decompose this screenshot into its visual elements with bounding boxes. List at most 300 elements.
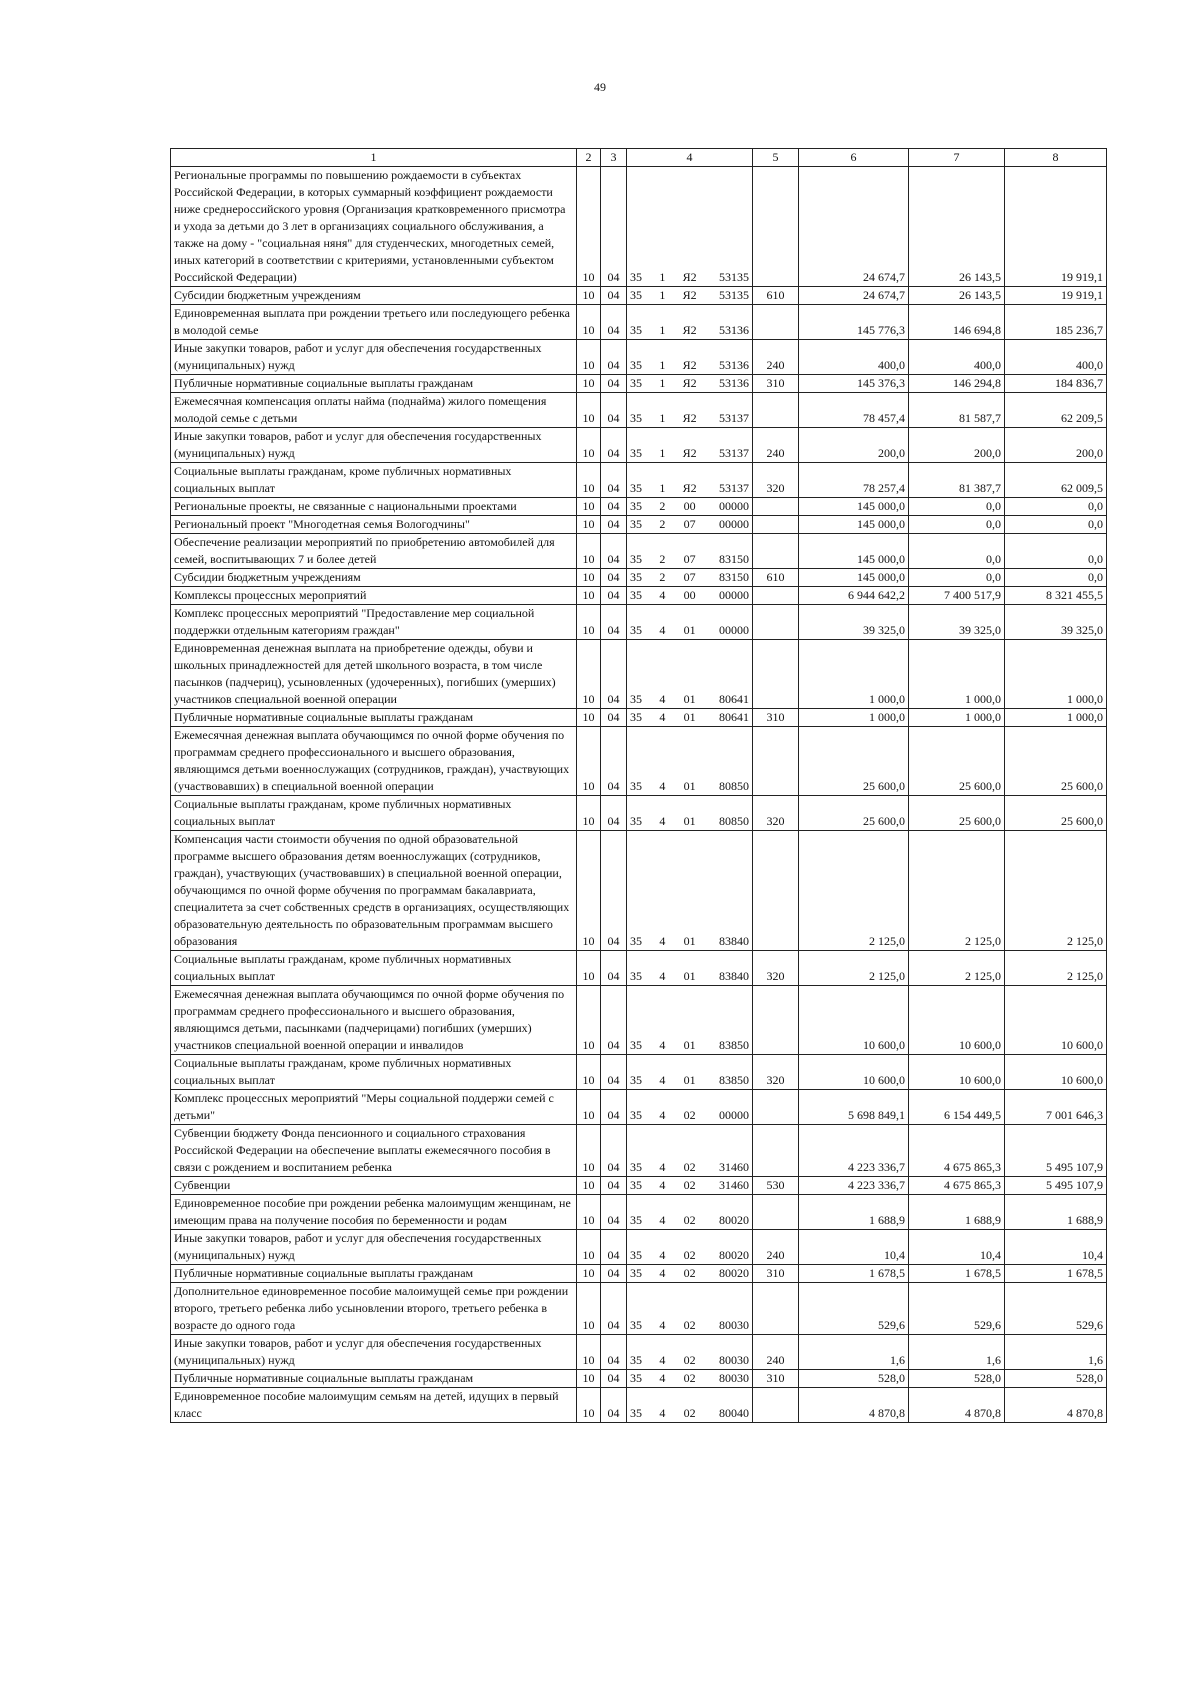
section-code-cell: 10: [577, 305, 601, 340]
section-code-cell: 10: [577, 498, 601, 516]
target-article-element: 02: [683, 1371, 696, 1385]
amount-year2-cell: 1 000,0: [909, 709, 1005, 727]
target-article-cell: [627, 167, 753, 287]
amount-year3-cell: 10 600,0: [1005, 1055, 1107, 1090]
amount-year3-cell: 25 600,0: [1005, 727, 1107, 796]
target-article-program: 35: [630, 411, 642, 425]
target-article-cell: [627, 1090, 753, 1125]
amount-year2-cell: 4 870,8: [909, 1388, 1005, 1423]
target-article-direction: 83840: [718, 934, 749, 948]
target-article-parts: [630, 1159, 749, 1176]
amount-year2-cell: 10 600,0: [909, 986, 1005, 1055]
target-article-element: 02: [683, 1178, 696, 1192]
amount-year1-cell: 1 000,0: [799, 640, 909, 709]
target-article-cell: [627, 605, 753, 640]
section-code-cell: 10: [577, 1335, 601, 1370]
amount-year2-cell: 7 400 517,9: [909, 587, 1005, 605]
table-row: [171, 1283, 1107, 1335]
target-article-type: 1: [659, 323, 666, 337]
target-article-parts: [630, 1247, 749, 1264]
section-code-cell: 10: [577, 375, 601, 393]
target-article-direction: 80030: [718, 1371, 749, 1385]
amount-year3-cell: 0,0: [1005, 569, 1107, 587]
target-article-direction: 53137: [718, 446, 749, 460]
row-name-cell: Ежемесячная компенсация оплаты найма (поднайма) жилого помещения молодой семье с детьми: [171, 393, 577, 428]
amount-year1-cell: 5 698 849,1: [799, 1090, 909, 1125]
subsection-code-cell: 04: [601, 167, 627, 287]
amount-year3-cell: 19 919,1: [1005, 167, 1107, 287]
row-name-cell: Комплексы процессных мероприятий: [171, 587, 577, 605]
target-article-parts: [630, 357, 749, 374]
target-article-parts: [630, 1212, 749, 1229]
table-row: [171, 640, 1107, 709]
header-row: [171, 149, 1107, 167]
target-article-type: 2: [659, 570, 666, 584]
section-code-cell: 10: [577, 831, 601, 951]
target-article-parts: [630, 322, 749, 339]
target-article-parts: [630, 968, 749, 985]
amount-year1-cell: 10,4: [799, 1230, 909, 1265]
target-article-program: 35: [630, 570, 642, 584]
amount-year1-cell: 200,0: [799, 428, 909, 463]
target-article-cell: [627, 428, 753, 463]
section-code-cell: 10: [577, 1125, 601, 1177]
target-article-cell: [627, 498, 753, 516]
amount-year2-cell: 10 600,0: [909, 1055, 1005, 1090]
expense-type-cell: [753, 1388, 799, 1423]
target-article-parts: [630, 691, 749, 708]
target-article-element: Я2: [682, 288, 697, 302]
subsection-code-cell: 04: [601, 727, 627, 796]
section-code-cell: 10: [577, 340, 601, 375]
amount-year1-cell: 4 223 336,7: [799, 1125, 909, 1177]
target-article-direction: 00000: [718, 499, 749, 513]
target-article-type: 4: [659, 1073, 666, 1087]
amount-year1-cell: 145 776,3: [799, 305, 909, 340]
target-article-cell: [627, 340, 753, 375]
section-code-cell: 10: [577, 1177, 601, 1195]
target-article-direction: 53135: [718, 270, 749, 284]
table-row: [171, 340, 1107, 375]
target-article-direction: 00000: [718, 517, 749, 531]
target-article-cell: [627, 831, 753, 951]
row-name-cell: Публичные нормативные социальные выплаты гражданам: [171, 1265, 577, 1283]
row-name-cell: Иные закупки товаров, работ и услуг для обеспечения государственных (муниципальных) нужд: [171, 1335, 577, 1370]
table-row: [171, 1195, 1107, 1230]
target-article-program: 35: [630, 517, 642, 531]
expense-type-cell: [753, 1090, 799, 1125]
table-row: [171, 587, 1107, 605]
target-article-element: 01: [683, 692, 696, 706]
amount-year2-cell: 528,0: [909, 1370, 1005, 1388]
subsection-code-cell: 04: [601, 569, 627, 587]
amount-year2-cell: 26 143,5: [909, 287, 1005, 305]
table-row: [171, 569, 1107, 587]
section-code-cell: 10: [577, 1265, 601, 1283]
target-article-cell: [627, 1370, 753, 1388]
amount-year2-cell: 1 000,0: [909, 640, 1005, 709]
amount-year2-cell: 1,6: [909, 1335, 1005, 1370]
target-article-element: Я2: [682, 481, 697, 495]
expense-type-cell: [753, 393, 799, 428]
header-cell-7: 7: [909, 149, 1005, 167]
target-article-parts: [630, 375, 749, 392]
row-name-cell: Единовременное пособие малоимущим семьям на детей, идущих в первый класс: [171, 1388, 577, 1423]
target-article-direction: 83150: [718, 552, 749, 566]
expense-type-cell: [753, 605, 799, 640]
row-name-cell: Ежемесячная денежная выплата обучающимся по очной форме обучения по программам среднего профессионального и высшего образования, являющимся детьми военнослужащих (сотрудников, граждан), участвующих (участвовавших) в специальной военной операции: [171, 727, 577, 796]
row-name-cell: Социальные выплаты гражданам, кроме публичных нормативных социальных выплат: [171, 951, 577, 986]
expense-type-cell: 320: [753, 463, 799, 498]
target-article-direction: 31460: [718, 1160, 749, 1174]
target-article-program: 35: [630, 323, 642, 337]
target-article-cell: [627, 375, 753, 393]
row-name-cell: Иные закупки товаров, работ и услуг для обеспечения государственных (муниципальных) нужд: [171, 340, 577, 375]
target-article-type: 4: [659, 1266, 666, 1280]
target-article-type: 2: [659, 517, 666, 531]
amount-year3-cell: 1 678,5: [1005, 1265, 1107, 1283]
target-article-parts: [630, 1107, 749, 1124]
target-article-program: 35: [630, 1038, 642, 1052]
amount-year2-cell: 6 154 449,5: [909, 1090, 1005, 1125]
target-article-type: 4: [659, 588, 666, 602]
target-article-direction: 83150: [718, 570, 749, 584]
target-article-type: 4: [659, 1371, 666, 1385]
target-article-element: 01: [683, 623, 696, 637]
target-article-parts: [630, 1317, 749, 1334]
target-article-type: 4: [659, 1108, 666, 1122]
amount-year2-cell: 25 600,0: [909, 727, 1005, 796]
target-article-direction: 53137: [718, 411, 749, 425]
amount-year1-cell: 25 600,0: [799, 727, 909, 796]
target-article-type: 4: [659, 969, 666, 983]
target-article-cell: [627, 1265, 753, 1283]
target-article-element: Я2: [682, 411, 697, 425]
section-code-cell: 10: [577, 709, 601, 727]
row-name-cell: Иные закупки товаров, работ и услуг для обеспечения государственных (муниципальных) нужд: [171, 1230, 577, 1265]
target-article-cell: [627, 587, 753, 605]
target-article-program: 35: [630, 481, 642, 495]
amount-year3-cell: 185 236,7: [1005, 305, 1107, 340]
table-row: [171, 1388, 1107, 1423]
row-name-cell: Единовременная денежная выплата на приобретение одежды, обуви и школьных принадлежностей для детей школьного возраста, в том числе пасынков (падчериц), усыновленных (удочеренных), погибших (умерших) участников специальной военной операции: [171, 640, 577, 709]
amount-year3-cell: 39 325,0: [1005, 605, 1107, 640]
table-row: [171, 1230, 1107, 1265]
row-name-cell: Единовременное пособие при рождении ребенка малоимущим женщинам, не имеющим права на получение пособия по беременности и родам: [171, 1195, 577, 1230]
subsection-code-cell: 04: [601, 1230, 627, 1265]
row-name-cell: Публичные нормативные социальные выплаты гражданам: [171, 375, 577, 393]
target-article-cell: [627, 1230, 753, 1265]
expense-type-cell: 310: [753, 375, 799, 393]
table-row: [171, 167, 1107, 287]
target-article-cell: [627, 640, 753, 709]
target-article-cell: [627, 1125, 753, 1177]
amount-year3-cell: 1 000,0: [1005, 709, 1107, 727]
target-article-program: 35: [630, 446, 642, 460]
subsection-code-cell: 04: [601, 1090, 627, 1125]
section-code-cell: 10: [577, 605, 601, 640]
amount-year1-cell: 2 125,0: [799, 831, 909, 951]
expense-type-cell: 530: [753, 1177, 799, 1195]
amount-year2-cell: 0,0: [909, 534, 1005, 569]
target-article-element: 02: [683, 1213, 696, 1227]
row-name-cell: Социальные выплаты гражданам, кроме публичных нормативных социальных выплат: [171, 796, 577, 831]
header-cell-4: 4: [627, 149, 753, 167]
target-article-cell: [627, 393, 753, 428]
target-article-element: 01: [683, 814, 696, 828]
amount-year1-cell: 145 376,3: [799, 375, 909, 393]
budget-table: [170, 148, 1107, 1423]
amount-year1-cell: 1 678,5: [799, 1265, 909, 1283]
target-article-parts: [630, 1177, 749, 1194]
subsection-code-cell: 04: [601, 393, 627, 428]
target-article-direction: 80040: [718, 1406, 749, 1420]
table-row: [171, 463, 1107, 498]
target-article-element: 02: [683, 1406, 696, 1420]
target-article-type: 4: [659, 1353, 666, 1367]
target-article-program: 35: [630, 1160, 642, 1174]
amount-year1-cell: 2 125,0: [799, 951, 909, 986]
expense-type-cell: 320: [753, 796, 799, 831]
expense-type-cell: [753, 534, 799, 569]
subsection-code-cell: 04: [601, 1283, 627, 1335]
row-name-cell: Субвенции бюджету Фонда пенсионного и социального страхования Российской Федерации на обеспечение выплаты ежемесячного пособия в связи с рождением и воспитанием ребенка: [171, 1125, 577, 1177]
target-article-element: Я2: [682, 358, 697, 372]
amount-year2-cell: 400,0: [909, 340, 1005, 375]
target-article-parts: [630, 1072, 749, 1089]
target-article-type: 4: [659, 814, 666, 828]
table-row: [171, 1090, 1107, 1125]
target-article-parts: [630, 622, 749, 639]
amount-year1-cell: 24 674,7: [799, 167, 909, 287]
table-row: [171, 534, 1107, 569]
target-article-element: 07: [683, 552, 696, 566]
target-article-element: Я2: [682, 376, 697, 390]
amount-year3-cell: 529,6: [1005, 1283, 1107, 1335]
amount-year3-cell: 1 000,0: [1005, 640, 1107, 709]
amount-year1-cell: 145 000,0: [799, 498, 909, 516]
subsection-code-cell: 04: [601, 986, 627, 1055]
table-row: [171, 498, 1107, 516]
subsection-code-cell: 04: [601, 463, 627, 498]
target-article-direction: 53137: [718, 481, 749, 495]
amount-year3-cell: 19 919,1: [1005, 287, 1107, 305]
section-code-cell: 10: [577, 167, 601, 287]
table-row: [171, 727, 1107, 796]
amount-year2-cell: 39 325,0: [909, 605, 1005, 640]
expense-type-cell: 240: [753, 340, 799, 375]
section-code-cell: 10: [577, 1195, 601, 1230]
expense-type-cell: [753, 1283, 799, 1335]
subsection-code-cell: 04: [601, 951, 627, 986]
target-article-parts: [630, 1265, 749, 1282]
row-name-cell: Комплекс процессных мероприятий "Предоставление мер социальной поддержки отдельным категориям граждан": [171, 605, 577, 640]
subsection-code-cell: 04: [601, 831, 627, 951]
subsection-code-cell: 04: [601, 1265, 627, 1283]
target-article-parts: [630, 480, 749, 497]
expense-type-cell: [753, 1195, 799, 1230]
row-name-cell: Региональные программы по повышению рождаемости в субъектах Российской Федерации, в которых суммарный коэффициент рождаемости ниже среднероссийского уровня (Организация кратковременного присмотра и ухода за детьми до 3 лет в организациях социального обслуживания, а также на дому - "социальная няня" для студенческих, многодетных семей, иных категорий в соответствии с критериями, установленными субъектом Российской Федерации): [171, 167, 577, 287]
target-article-type: 1: [659, 481, 666, 495]
expense-type-cell: [753, 587, 799, 605]
target-article-element: 02: [683, 1248, 696, 1262]
amount-year2-cell: 4 675 865,3: [909, 1125, 1005, 1177]
section-code-cell: 10: [577, 640, 601, 709]
row-name-cell: Комплекс процессных мероприятий "Меры социальной поддержи семей с детьми": [171, 1090, 577, 1125]
row-name-cell: Субвенции: [171, 1177, 577, 1195]
amount-year2-cell: 81 587,7: [909, 393, 1005, 428]
target-article-direction: 80030: [718, 1318, 749, 1332]
target-article-type: 4: [659, 1178, 666, 1192]
row-name-cell: Дополнительное единовременное пособие малоимущей семье при рождении второго, третьего ребенка либо усыновлении второго, третьего ребенка в возрасте до одного года: [171, 1283, 577, 1335]
target-article-program: 35: [630, 1318, 642, 1332]
table-row: [171, 1125, 1107, 1177]
target-article-direction: 83850: [718, 1073, 749, 1087]
target-article-direction: 80020: [718, 1248, 749, 1262]
target-article-direction: 80850: [718, 779, 749, 793]
target-article-direction: 80030: [718, 1353, 749, 1367]
header-cell-2: 2: [577, 149, 601, 167]
target-article-type: 4: [659, 1213, 666, 1227]
table-row: [171, 393, 1107, 428]
target-article-direction: 80850: [718, 814, 749, 828]
table-row: [171, 375, 1107, 393]
target-article-program: 35: [630, 552, 642, 566]
row-name-cell: Публичные нормативные социальные выплаты гражданам: [171, 709, 577, 727]
subsection-code-cell: 04: [601, 1370, 627, 1388]
target-article-element: 02: [683, 1266, 696, 1280]
target-article-type: 1: [659, 288, 666, 302]
target-article-cell: [627, 951, 753, 986]
amount-year3-cell: 4 870,8: [1005, 1388, 1107, 1423]
amount-year3-cell: 1 688,9: [1005, 1195, 1107, 1230]
table-row: [171, 709, 1107, 727]
target-article-parts: [630, 778, 749, 795]
expense-type-cell: 320: [753, 951, 799, 986]
amount-year1-cell: 10 600,0: [799, 1055, 909, 1090]
expense-type-cell: [753, 986, 799, 1055]
target-article-program: 35: [630, 710, 642, 724]
target-article-cell: [627, 305, 753, 340]
target-article-program: 35: [630, 779, 642, 793]
target-article-direction: 80641: [718, 710, 749, 724]
section-code-cell: 10: [577, 463, 601, 498]
target-article-element: Я2: [682, 323, 697, 337]
expense-type-cell: 240: [753, 1335, 799, 1370]
section-code-cell: 10: [577, 428, 601, 463]
section-code-cell: 10: [577, 796, 601, 831]
subsection-code-cell: 04: [601, 375, 627, 393]
amount-year2-cell: 2 125,0: [909, 951, 1005, 986]
target-article-element: Я2: [682, 270, 697, 284]
amount-year1-cell: 25 600,0: [799, 796, 909, 831]
row-name-cell: Региональные проекты, не связанные с национальными проектами: [171, 498, 577, 516]
subsection-code-cell: 04: [601, 1177, 627, 1195]
target-article-cell: [627, 1283, 753, 1335]
target-article-type: 1: [659, 411, 666, 425]
subsection-code-cell: 04: [601, 1125, 627, 1177]
subsection-code-cell: 04: [601, 1055, 627, 1090]
target-article-program: 35: [630, 499, 642, 513]
subsection-code-cell: 04: [601, 1195, 627, 1230]
section-code-cell: 10: [577, 1388, 601, 1423]
target-article-direction: 53136: [718, 323, 749, 337]
target-article-type: 4: [659, 1160, 666, 1174]
subsection-code-cell: 04: [601, 605, 627, 640]
subsection-code-cell: 04: [601, 709, 627, 727]
target-article-type: 4: [659, 710, 666, 724]
target-article-type: 4: [659, 1038, 666, 1052]
amount-year2-cell: 1 678,5: [909, 1265, 1005, 1283]
subsection-code-cell: 04: [601, 1335, 627, 1370]
section-code-cell: 10: [577, 951, 601, 986]
target-article-element: Я2: [682, 446, 697, 460]
row-name-cell: Субсидии бюджетным учреждениям: [171, 569, 577, 587]
target-article-program: 35: [630, 588, 642, 602]
target-article-type: 1: [659, 270, 666, 284]
table-row: [171, 831, 1107, 951]
target-article-direction: 00000: [718, 623, 749, 637]
target-article-type: 4: [659, 623, 666, 637]
table-row: [171, 1177, 1107, 1195]
amount-year3-cell: 7 001 646,3: [1005, 1090, 1107, 1125]
target-article-program: 35: [630, 376, 642, 390]
target-article-type: 4: [659, 779, 666, 793]
amount-year1-cell: 1 688,9: [799, 1195, 909, 1230]
header-cell-3: 3: [601, 149, 627, 167]
target-article-parts: [630, 813, 749, 830]
target-article-cell: [627, 986, 753, 1055]
expense-type-cell: 310: [753, 1370, 799, 1388]
target-article-program: 35: [630, 358, 642, 372]
target-article-direction: 53136: [718, 376, 749, 390]
subsection-code-cell: 04: [601, 428, 627, 463]
target-article-direction: 80641: [718, 692, 749, 706]
amount-year2-cell: 81 387,7: [909, 463, 1005, 498]
expense-type-cell: 610: [753, 569, 799, 587]
target-article-cell: [627, 287, 753, 305]
amount-year1-cell: 39 325,0: [799, 605, 909, 640]
amount-year3-cell: 0,0: [1005, 516, 1107, 534]
target-article-element: 07: [683, 570, 696, 584]
target-article-direction: 00000: [718, 1108, 749, 1122]
table-row: [171, 1335, 1107, 1370]
table-row: [171, 951, 1107, 986]
target-article-direction: 00000: [718, 588, 749, 602]
amount-year3-cell: 184 836,7: [1005, 375, 1107, 393]
row-name-cell: Публичные нормативные социальные выплаты гражданам: [171, 1370, 577, 1388]
header-cell-1: 1: [171, 149, 577, 167]
target-article-parts: [630, 551, 749, 568]
target-article-element: 00: [683, 499, 696, 513]
row-name-cell: Иные закупки товаров, работ и услуг для обеспечения государственных (муниципальных) нужд: [171, 428, 577, 463]
amount-year1-cell: 78 257,4: [799, 463, 909, 498]
amount-year3-cell: 2 125,0: [1005, 951, 1107, 986]
target-article-program: 35: [630, 1406, 642, 1420]
amount-year3-cell: 0,0: [1005, 498, 1107, 516]
subsection-code-cell: 04: [601, 340, 627, 375]
amount-year1-cell: 4 870,8: [799, 1388, 909, 1423]
budget-table-body: [171, 167, 1107, 1423]
expense-type-cell: [753, 640, 799, 709]
expense-type-cell: 240: [753, 428, 799, 463]
target-article-type: 1: [659, 446, 666, 460]
amount-year1-cell: 400,0: [799, 340, 909, 375]
target-article-element: 01: [683, 1073, 696, 1087]
target-article-program: 35: [630, 1266, 642, 1280]
table-row: [171, 605, 1107, 640]
expense-type-cell: [753, 516, 799, 534]
